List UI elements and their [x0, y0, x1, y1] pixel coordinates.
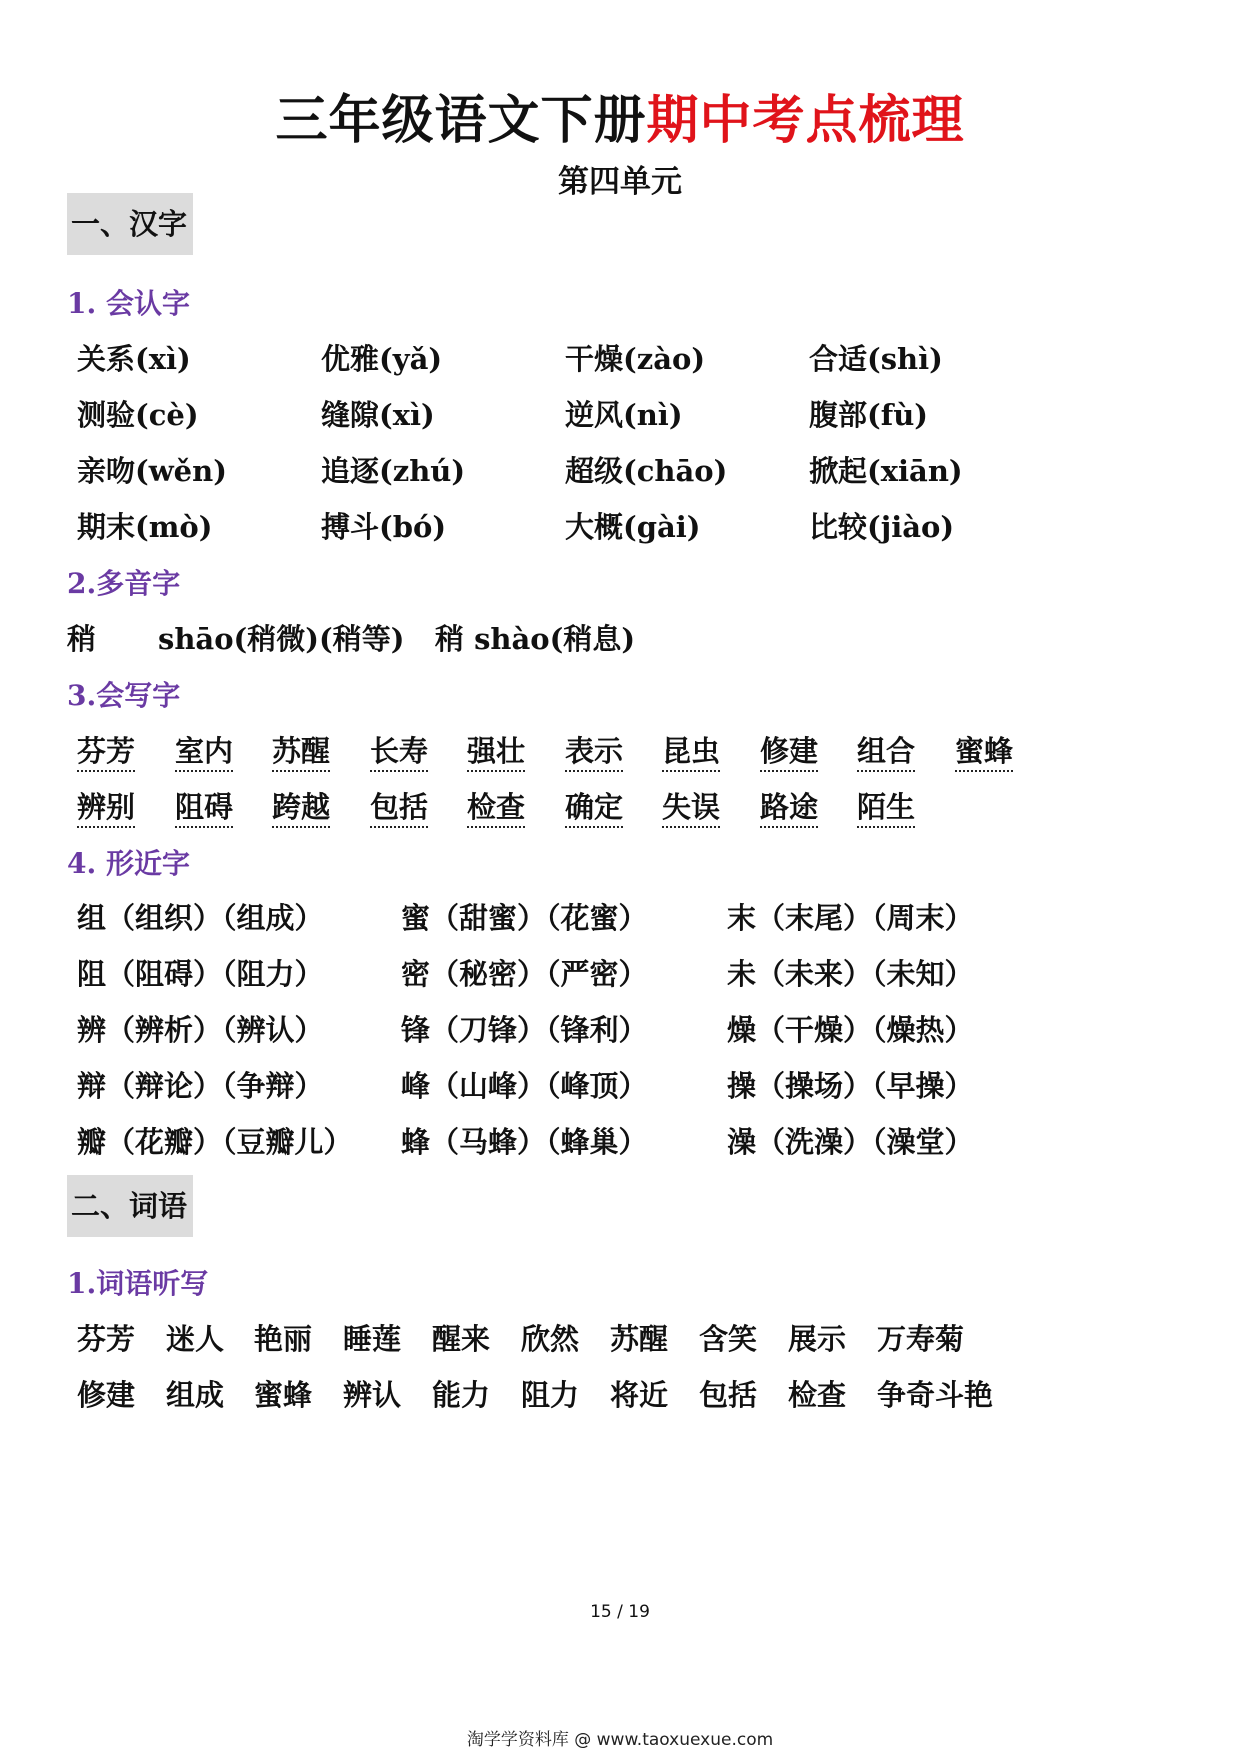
tingxie-item: 组成	[166, 1378, 225, 1412]
tingxie-item: 能力	[432, 1378, 491, 1412]
footer-watermark: 淘学学资料库 @ www.taoxuexue.com	[466, 1730, 774, 1750]
section-heading-ciyu: 二、词语	[67, 1175, 193, 1237]
xingjin-item: 阻（阻碍）（阻力）	[77, 957, 324, 991]
renzi-item: 合适(shì)	[809, 342, 943, 376]
renzi-item: 亲吻(wěn)	[77, 454, 227, 488]
xingjin-item: 未（未来）（未知）	[727, 957, 974, 991]
tingxie-item: 万寿菊	[877, 1322, 965, 1356]
duoyin-reading-2: 稍 shào(稍息)	[435, 622, 636, 656]
tingxie-item: 辨认	[343, 1378, 402, 1412]
tingxie-item: 争奇斗艳	[877, 1378, 994, 1412]
tingxie-item: 包括	[699, 1378, 758, 1412]
renzi-item: 掀起(xiān)	[809, 454, 963, 488]
subheading-xiezi: 3.会写字	[67, 679, 181, 712]
tingxie-item: 睡莲	[343, 1322, 402, 1356]
xingjin-item: 蜂（马蜂）（蜂巢）	[401, 1125, 648, 1159]
tingxie-item: 将近	[610, 1378, 669, 1412]
xingjin-item: 操（操场）（早操）	[727, 1069, 974, 1103]
page-number: 15 / 19	[590, 1602, 650, 1622]
tingxie-item: 醒来	[432, 1322, 491, 1356]
tingxie-item: 芬芳	[77, 1322, 136, 1356]
xingjin-item: 密（秘密）（严密）	[401, 957, 648, 991]
renzi-item: 缝隙(xì)	[321, 398, 435, 432]
title-red: 期中考点梳理	[646, 90, 965, 151]
duoyin-char: 稍	[67, 622, 97, 656]
tingxie-item: 欣然	[521, 1322, 580, 1356]
renzi-item: 逆风(nì)	[565, 398, 683, 432]
tingxie-item: 检查	[788, 1378, 847, 1412]
tingxie-item: 蜜蜂	[254, 1378, 313, 1412]
xingjin-item: 澡（洗澡）（澡堂）	[727, 1125, 974, 1159]
renzi-item: 追逐(zhú)	[321, 454, 466, 488]
renzi-item: 搏斗(bó)	[321, 510, 447, 544]
renzi-item: 干燥(zào)	[565, 342, 706, 376]
tingxie-item: 展示	[788, 1322, 847, 1356]
subheading-xingjin: 4. 形近字	[67, 847, 190, 880]
xiezi-item: 强壮	[467, 734, 526, 768]
xiezi-item: 路途	[760, 790, 819, 824]
xingjin-item: 辩（辩论）（争辩）	[77, 1069, 324, 1103]
xiezi-item: 包括	[370, 790, 429, 824]
xiezi-item: 昆虫	[662, 734, 721, 768]
xiezi-item: 芬芳	[77, 734, 136, 768]
renzi-item: 比较(jiào)	[809, 510, 955, 544]
xingjin-item: 锋（刀锋）（锋利）	[401, 1013, 648, 1047]
duoyin-reading-1: shāo(稍微)(稍等)	[158, 622, 405, 656]
tingxie-item: 迷人	[166, 1322, 225, 1356]
renzi-item: 测验(cè)	[77, 398, 199, 432]
page-title	[0, 78, 1240, 153]
xiezi-item: 室内	[175, 734, 234, 768]
tingxie-item: 苏醒	[610, 1322, 669, 1356]
xingjin-item: 辨（辨析）（辨认）	[77, 1013, 324, 1047]
xiezi-item: 阻碍	[175, 790, 234, 824]
renzi-item: 腹部(fù)	[809, 398, 929, 432]
page-subtitle: 第四单元	[558, 164, 682, 200]
xingjin-item: 燥（干燥）（燥热）	[727, 1013, 974, 1047]
xiezi-item: 失误	[662, 790, 721, 824]
subheading-duoyin: 2.多音字	[67, 567, 181, 600]
xingjin-item: 蜜（甜蜜）（花蜜）	[401, 901, 648, 935]
xiezi-item: 辨别	[77, 790, 136, 824]
renzi-item: 优雅(yǎ)	[321, 342, 443, 376]
xiezi-item: 跨越	[272, 790, 331, 824]
xiezi-item: 组合	[857, 734, 916, 768]
xiezi-item: 长寿	[370, 734, 429, 768]
xiezi-item: 修建	[760, 734, 819, 768]
subheading-renzi: 1. 会认字	[67, 287, 190, 320]
xiezi-item: 检查	[467, 790, 526, 824]
tingxie-item: 艳丽	[254, 1322, 313, 1356]
xingjin-item: 末（末尾）（周末）	[727, 901, 974, 935]
renzi-item: 关系(xì)	[77, 342, 191, 376]
title-black: 三年级语文下册	[275, 90, 647, 151]
xingjin-item: 峰（山峰）（峰顶）	[401, 1069, 648, 1103]
xiezi-item: 蜜蜂	[955, 734, 1014, 768]
xingjin-item: 组（组织）（组成）	[77, 901, 324, 935]
renzi-item: 大概(gài)	[565, 510, 701, 544]
renzi-item: 期末(mò)	[77, 510, 213, 544]
xingjin-item: 瓣（花瓣）（豆瓣儿）	[77, 1125, 353, 1159]
tingxie-item: 含笑	[699, 1322, 758, 1356]
xiezi-item: 陌生	[857, 790, 916, 824]
xiezi-item: 确定	[565, 790, 624, 824]
xiezi-item: 表示	[565, 734, 624, 768]
xiezi-item: 苏醒	[272, 734, 331, 768]
subheading-tingxie: 1.词语听写	[67, 1267, 209, 1300]
renzi-item: 超级(chāo)	[565, 454, 728, 488]
tingxie-item: 阻力	[521, 1378, 580, 1412]
section-heading-hanzi: 一、汉字	[67, 193, 193, 255]
tingxie-item: 修建	[77, 1378, 136, 1412]
